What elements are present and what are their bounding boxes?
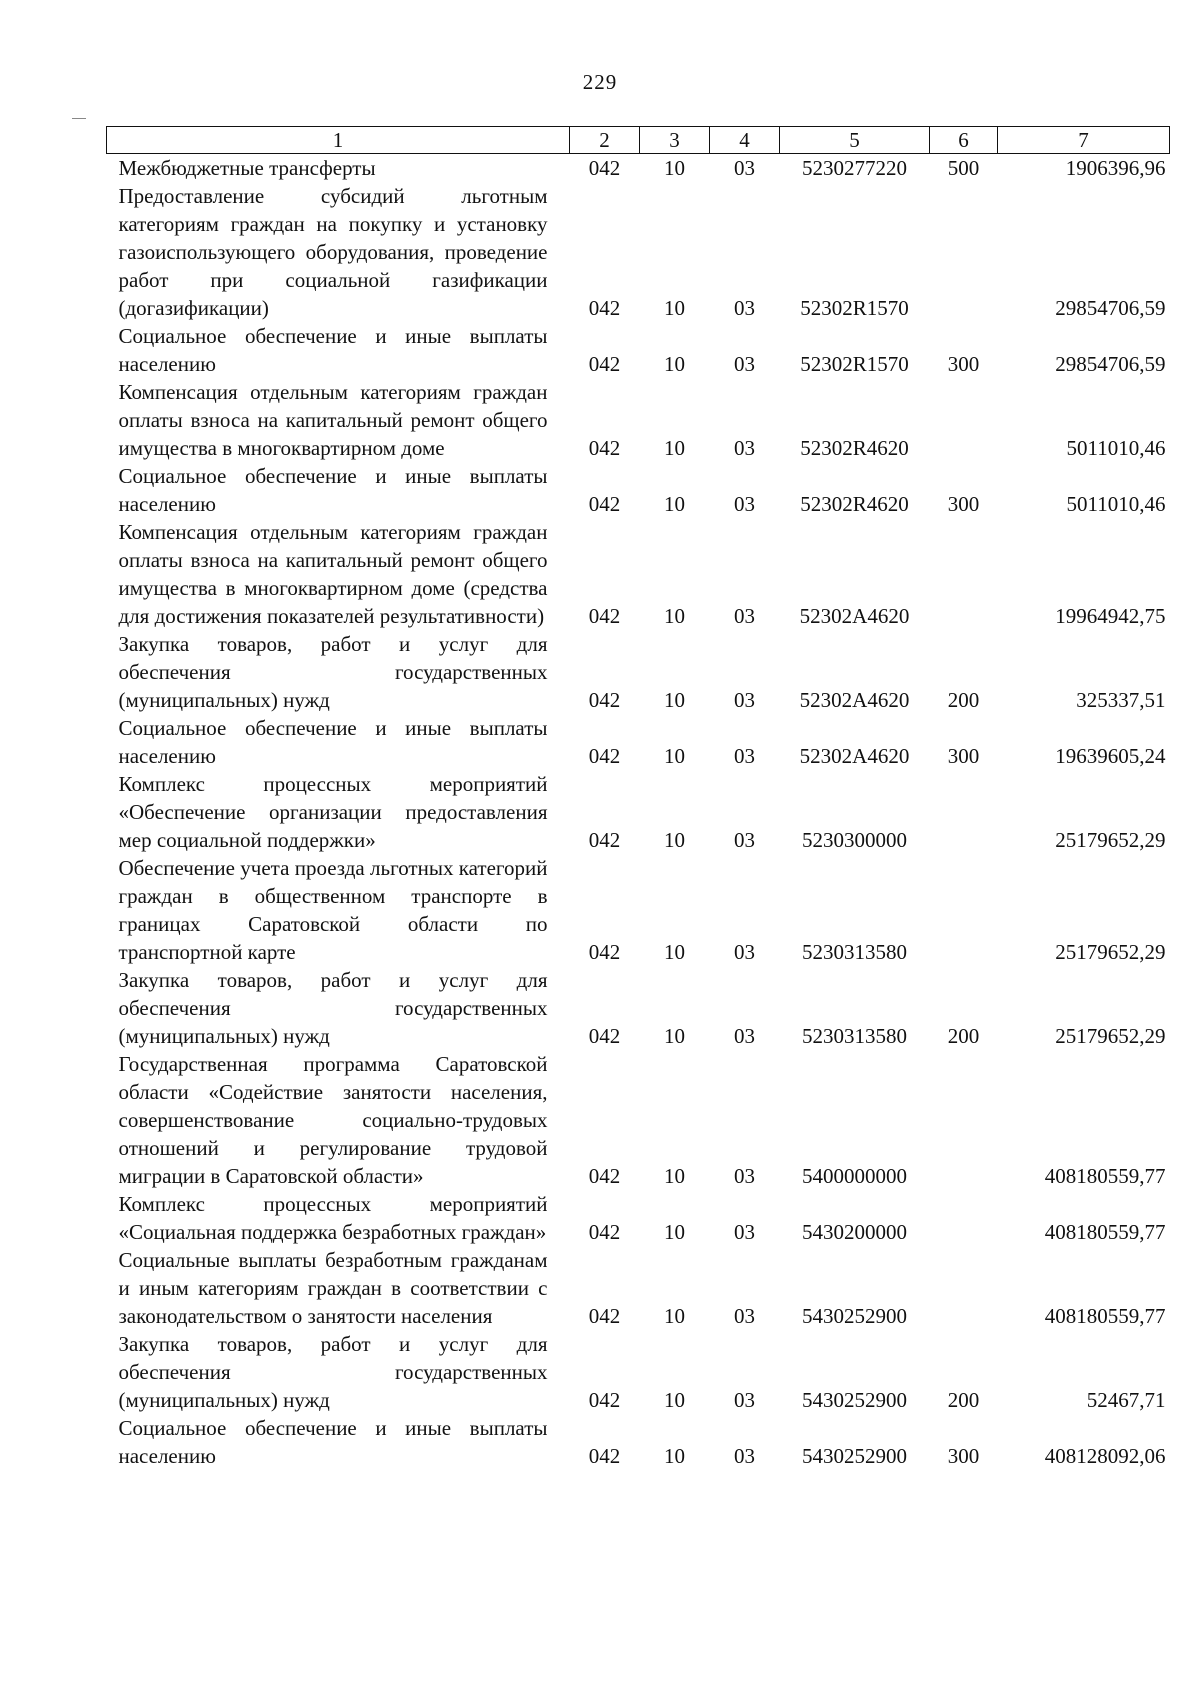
row-code-admin: 042: [588, 1444, 621, 1468]
row-code-section: 10: [664, 744, 685, 768]
row-amount: 25179652,29: [1055, 1024, 1166, 1048]
row-code-expense-type: 300: [947, 744, 980, 768]
table-row: [107, 322, 1170, 378]
row-amount: 19639605,24: [1055, 744, 1166, 768]
row-code-target: 5230300000: [802, 828, 907, 852]
row-amount: 408180559,77: [1044, 1304, 1166, 1328]
row-code-section: 10: [664, 1304, 685, 1328]
row-code-section: 10: [664, 1388, 685, 1412]
row-code-subsection: 03: [734, 296, 755, 320]
row-code-admin: 042: [588, 604, 621, 628]
row-code-subsection: 03: [734, 156, 755, 180]
row-code-expense-type: [930, 770, 998, 854]
budget-table: [106, 126, 1170, 1470]
row-name: Социальные выплаты безработным гражданам и иным категориям граждан в соответствии с законодательством о занятости населения: [118, 1248, 548, 1328]
row-amount: 29854706,59: [1055, 296, 1166, 320]
row-code-subsection: 03: [734, 1304, 755, 1328]
row-code-admin: 042: [588, 1304, 621, 1328]
row-amount: 52467,71: [1086, 1388, 1166, 1412]
row-code-subsection: 03: [734, 744, 755, 768]
scan-artifact-line: [72, 118, 86, 119]
row-code-section: 10: [664, 940, 685, 964]
table-row: [107, 966, 1170, 1050]
row-code-target: 5430252900: [802, 1304, 907, 1328]
header-row: [107, 127, 1170, 154]
row-code-section: 10: [664, 604, 685, 628]
row-code-target: 5430252900: [802, 1388, 907, 1412]
row-code-expense-type: 300: [947, 352, 980, 376]
row-code-target: 5230277220: [802, 156, 907, 180]
row-name: Комплекс процессных мероприятий «Социальная поддержка безработных граждан»: [118, 1192, 548, 1244]
row-code-target: 5430252900: [802, 1444, 907, 1468]
row-code-expense-type: [930, 1246, 998, 1330]
row-code-section: 10: [664, 296, 685, 320]
row-code-admin: 042: [588, 156, 621, 180]
row-code-subsection: 03: [734, 492, 755, 516]
row-code-admin: 042: [588, 296, 621, 320]
row-code-expense-type: 200: [947, 1388, 980, 1412]
row-amount: 5011010,46: [1066, 436, 1166, 460]
row-name: Закупка товаров, работ и услуг для обеспечения государственных (муниципальных) нужд: [118, 968, 548, 1048]
row-code-admin: 042: [588, 688, 621, 712]
row-amount: 408180559,77: [1044, 1164, 1166, 1188]
row-code-subsection: 03: [734, 1164, 755, 1188]
row-code-expense-type: 300: [947, 1444, 980, 1468]
row-code-section: 10: [664, 1444, 685, 1468]
row-code-target: 52302R1570: [800, 352, 909, 376]
row-code-expense-type: 200: [947, 688, 980, 712]
row-name: Комплекс процессных мероприятий «Обеспечение организации предоставления мер социальной поддержки»: [118, 772, 548, 852]
row-code-section: 10: [664, 1220, 685, 1244]
header-col-6: 6: [930, 127, 998, 154]
row-code-admin: 042: [588, 1164, 621, 1188]
row-code-section: 10: [664, 688, 685, 712]
row-code-expense-type: [930, 854, 998, 966]
table-row: [107, 154, 1170, 183]
row-amount: 29854706,59: [1055, 352, 1166, 376]
header-col-3: 3: [640, 127, 710, 154]
row-code-subsection: 03: [734, 940, 755, 964]
table-header: [107, 127, 1170, 154]
row-code-admin: 042: [588, 1388, 621, 1412]
row-code-subsection: 03: [734, 1024, 755, 1048]
row-code-admin: 042: [588, 1024, 621, 1048]
row-name: Государственная программа Саратовской области «Содействие занятости населения, совершенствование социально-трудовых отношений и регулирование трудовой миграции в Саратовской области»: [118, 1052, 548, 1188]
row-code-target: 52302R4620: [800, 492, 909, 516]
row-name: Социальное обеспечение и иные выплаты населению: [118, 324, 548, 376]
row-amount: 325337,51: [1076, 688, 1166, 712]
row-code-target: 52302R1570: [800, 296, 909, 320]
row-code-subsection: 03: [734, 688, 755, 712]
row-code-expense-type: [930, 182, 998, 322]
row-code-section: 10: [664, 436, 685, 460]
row-name: Предоставление субсидий льготным категориям граждан на покупку и установку газоиспользующего оборудования, проведение работ при социальной газификации (догазификации): [118, 184, 548, 320]
row-name: Закупка товаров, работ и услуг для обеспечения государственных (муниципальных) нужд: [118, 632, 548, 712]
row-amount: 25179652,29: [1055, 940, 1166, 964]
row-code-target: 52302A4620: [799, 688, 910, 712]
row-code-subsection: 03: [734, 436, 755, 460]
row-code-subsection: 03: [734, 828, 755, 852]
row-code-target: 52302A4620: [799, 744, 910, 768]
row-amount: 1906396,96: [1065, 156, 1166, 180]
row-code-admin: 042: [588, 1220, 621, 1244]
table-row: [107, 518, 1170, 630]
row-code-expense-type: 500: [947, 156, 980, 180]
table-row: [107, 630, 1170, 714]
page-number: 229: [582, 70, 618, 94]
row-code-target: 5430200000: [802, 1220, 907, 1244]
table-row: [107, 378, 1170, 462]
row-code-expense-type: [930, 378, 998, 462]
row-name: Социальное обеспечение и иные выплаты населению: [118, 716, 548, 768]
table-row: [107, 462, 1170, 518]
row-code-target: 52302R4620: [800, 436, 909, 460]
row-code-admin: 042: [588, 492, 621, 516]
row-name: Межбюджетные трансферты: [118, 156, 376, 180]
row-code-expense-type: [930, 1050, 998, 1190]
row-name: Обеспечение учета проезда льготных категорий граждан в общественном транспорте в границах Саратовской области по транспортной карте: [118, 856, 548, 964]
row-code-admin: 042: [588, 744, 621, 768]
row-code-subsection: 03: [734, 352, 755, 376]
table-row: [107, 770, 1170, 854]
row-name: Социальное обеспечение и иные выплаты населению: [118, 464, 548, 516]
row-code-target: 5230313580: [802, 940, 907, 964]
row-name: Закупка товаров, работ и услуг для обеспечения государственных (муниципальных) нужд: [118, 1332, 548, 1412]
table-row: [107, 714, 1170, 770]
table-row: [107, 1190, 1170, 1246]
row-name: Компенсация отдельным категориям граждан оплаты взноса на капитальный ремонт общего имущества в многоквартирном доме: [118, 380, 548, 460]
row-code-target: 5400000000: [802, 1164, 907, 1188]
row-code-subsection: 03: [734, 1388, 755, 1412]
row-code-section: 10: [664, 156, 685, 180]
header-col-2: 2: [570, 127, 640, 154]
row-amount: 5011010,46: [1066, 492, 1166, 516]
row-amount: 408128092,06: [1044, 1444, 1166, 1468]
row-code-expense-type: 300: [947, 492, 980, 516]
row-code-target: 52302A4620: [799, 604, 910, 628]
table-row: [107, 182, 1170, 322]
row-code-section: 10: [664, 492, 685, 516]
row-code-admin: 042: [588, 352, 621, 376]
row-code-target: 5230313580: [802, 1024, 907, 1048]
row-code-section: 10: [664, 1024, 685, 1048]
header-col-5: 5: [780, 127, 930, 154]
header-col-1: 1: [107, 127, 570, 154]
table-row: [107, 1330, 1170, 1414]
row-code-subsection: 03: [734, 604, 755, 628]
row-code-expense-type: [930, 518, 998, 630]
row-code-section: 10: [664, 352, 685, 376]
row-code-admin: 042: [588, 828, 621, 852]
table-body: [107, 154, 1170, 1471]
row-code-admin: 042: [588, 940, 621, 964]
row-amount: 25179652,29: [1055, 828, 1166, 852]
row-code-expense-type: [930, 1190, 998, 1246]
row-code-subsection: 03: [734, 1220, 755, 1244]
row-amount: 19964942,75: [1055, 604, 1166, 628]
row-amount: 408180559,77: [1044, 1220, 1166, 1244]
header-col-4: 4: [710, 127, 780, 154]
table-row: [107, 1050, 1170, 1190]
table-row: [107, 1414, 1170, 1470]
row-code-expense-type: 200: [947, 1024, 980, 1048]
row-code-subsection: 03: [734, 1444, 755, 1468]
row-code-section: 10: [664, 1164, 685, 1188]
table-row: [107, 1246, 1170, 1330]
row-name: Социальное обеспечение и иные выплаты населению: [118, 1416, 548, 1468]
header-col-7: 7: [998, 127, 1170, 154]
row-name: Компенсация отдельным категориям граждан оплаты взноса на капитальный ремонт общего имущества в многоквартирном доме (средства для достижения показателей результативности): [118, 520, 548, 628]
row-code-section: 10: [664, 828, 685, 852]
row-code-admin: 042: [588, 436, 621, 460]
table-row: [107, 854, 1170, 966]
